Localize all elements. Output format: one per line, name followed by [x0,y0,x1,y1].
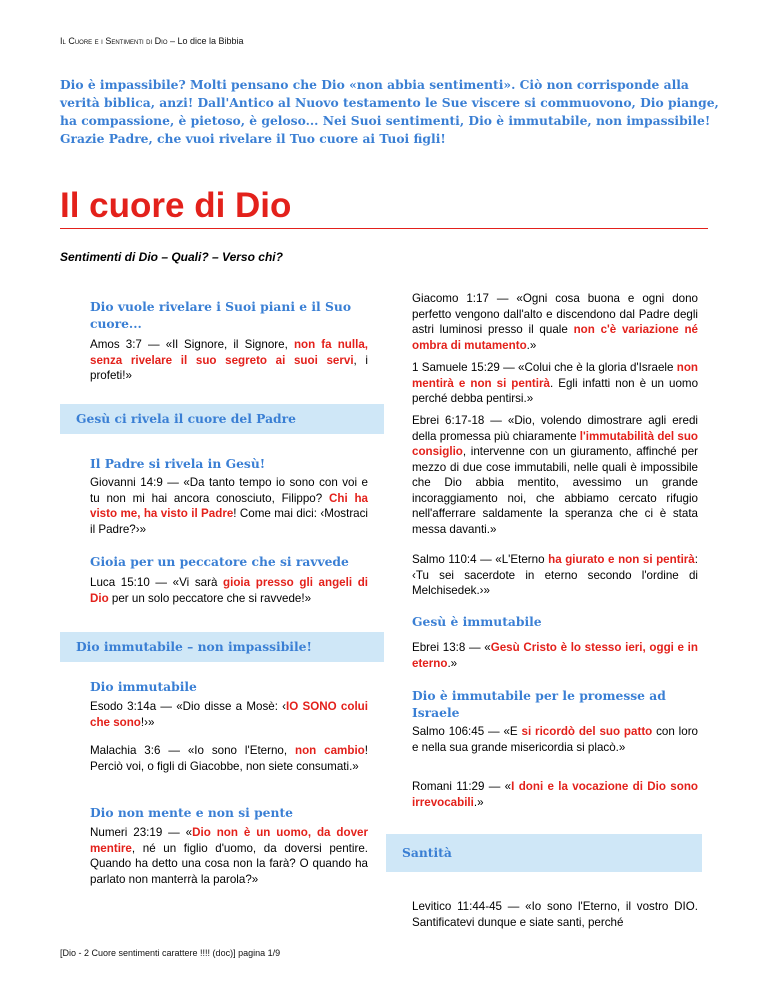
verse-samuele: 1 Samuele 15:29 — «Colui che è la gloria d'Israele non mentirà e non si pentirà. Egli infatti non è un uomo perché debba pentirsi.» [412,361,699,405]
verse-numeri: Numeri 23:19 — «Dio non è un uomo, da dover mentire, né un figlio d'uomo, da doversi pentire. Quando ha detto una cosa non la farà? O quando ha parlato non manterrà la parola?» [90,826,368,886]
verse-salmo-110: Salmo 110:4 — «L'Eterno ha giurato e non si pentirà: ‹Tu sei sacerdote in eterno secondo l'ordine di Melchisedek.›» [412,553,698,597]
verse-giovanni: Giovanni 14:9 — «Da tanto tempo io sono con voi e tu non mi hai ancora conosciuto, Filippo? Chi ha visto me, ha visto il Padre! Come mai dici: ‹Mostraci il Padre?›» [90,476,369,536]
verse-salmo-106: Salmo 106:45 — «E si ricordò del suo patto con loro e nella sua grande misericordia si placò.» [412,725,699,754]
verse-ebrei-13: Ebrei 13:8 — «Gesù Cristo è lo stesso ieri, oggi e in eterno.» [412,641,698,670]
verse-amos: Amos 3:7 — «Il Signore, il Signore, non fa nulla, senza rivelare il suo segreto ai suoi servi, i profeti!» [90,338,369,382]
section-box-immutabile: Dio immutabile – non impassibile! [60,632,384,662]
verse-malachia: Malachia 3:6 — «Io sono l'Eterno, non cambio! Perciò voi, o figli di Giacobbe, non siete consumati.» [90,744,368,773]
verse-levitico: Levitico 11:44-45 — «Io sono l'Eterno, il vostro DIO. Santificatevi dunque e siate santi, perché [412,900,698,929]
page-title: Il cuore di Dio [60,186,708,229]
running-header [60,36,244,46]
verse-esodo: Esodo 3:14a — «Dio disse a Mosè: ‹IO SONO colui che sono!›» [90,700,368,729]
heading-gioia: Gioia per un peccatore che si ravvede [90,554,349,569]
page-subtitle: Sentimenti di Dio – Quali? – Verso chi? [60,250,283,264]
verse-ebrei-6: Ebrei 6:17-18 — «Dio, volendo dimostrare agli eredi della promessa più chiaramente l'immutabilità del suo consiglio, intervenne con un giuramento, affinché per mezzo di due cose immutabili, nelle quali è impossibile che Dio abbia mentito, avessimo un grande incoraggiamento noi, che abbiamo cercato rifugio nell'afferrare saldamente la speranza che ci è stata messa davanti.» [412,414,698,536]
verse-giacomo: Giacomo 1:17 — «Ogni cosa buona e ogni dono perfetto vengono dall'alto e discendono dal Padre degli astri luminosi presso il quale non c'è variazione né ombra di mutamento.» [412,292,698,352]
heading-padre: Il Padre si rivela in Gesù! [90,456,266,471]
section-box-gesu: Gesù ci rivela il cuore del Padre [60,404,384,434]
header-title: Il Cuore e i Sentimenti di Dio [60,36,168,46]
heading-gesu-immutabile: Gesù è immutabile [412,614,542,629]
header-subtitle: – Lo dice la Bibbia [167,36,244,46]
heading-israele: Dio è immutabile per le promesse ad Israele [412,688,666,720]
heading-rivelare: Dio vuole rivelare i Suoi piani e il Suo cuore... [90,299,352,331]
heading-mente: Dio non mente e non si pente [90,805,293,820]
section-box-santita: Santità [386,834,702,872]
verse-luca: Luca 15:10 — «Vi sarà gioia presso gli angeli di Dio per un solo peccatore che si ravvede!» [90,576,369,605]
verse-romani: Romani 11:29 — «I doni e la vocazione di Dio sono irrevocabili.» [412,780,698,809]
intro-paragraph: Dio è impassibile? Molti pensano che Dio «non abbia sentimenti». Ciò non corrisponde alla verità biblica, anzi! Dall'Antico al Nuovo testamento le Sue viscere si commuovono, Dio piange, ha compassione, è pietoso, è geloso... Nei Suoi sentimenti, Dio è immutabile, non impassibile! Grazie Padre, che vuoi rivelare il Tuo cuore ai Tuoi figli! [60,77,719,146]
heading-immutabile: Dio immutabile [90,679,197,694]
page-footer: [Dio - 2 Cuore sentimenti carattere !!!! (doc)] pagina 1/9 [60,948,281,958]
